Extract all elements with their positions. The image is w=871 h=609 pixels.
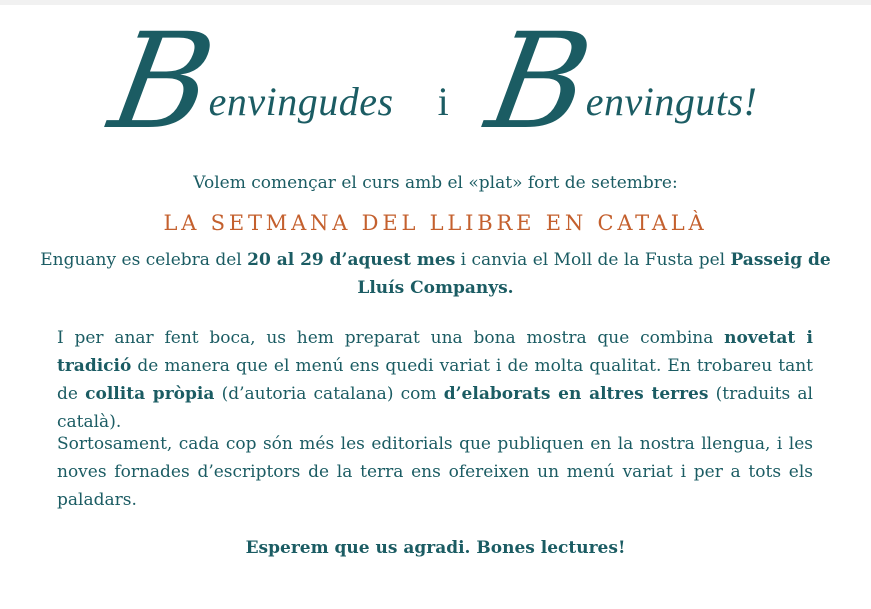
intro-text: Volem començar el curs amb el «plat» fort de setembre: [193, 173, 678, 193]
event-heading: LA SETMANA DEL LLIBRE EN CATALÀ [163, 211, 708, 235]
title-initial-1: B [100, 5, 225, 159]
p2-text-3: (d’autoria catalana) com [214, 384, 444, 404]
selection-paragraph [57, 324, 813, 436]
title-rest-2: envinguts! [585, 79, 758, 124]
title-conjunction: i [437, 79, 449, 124]
publishers-paragraph: Sortosament, cada cop són més les editorials que publiquen en la nostra llengua, i les noves fornades d’escriptors de la terra ens ofereixen un menú variat i per a tots els paladars. [57, 434, 813, 510]
dates-paragraph [40, 246, 831, 302]
p2-text-2: de manera que el menú ens quedi variat i de molta qualitat. En trobareu tant de [57, 356, 813, 404]
p2-bold-2: collita pròpia [85, 384, 215, 404]
title-rest-1: envingudes [208, 79, 394, 124]
p2-bold-1: novetat i tradició [57, 328, 813, 376]
p2-bold-3: d’elaborats en altres terres [443, 384, 709, 404]
p1-text-2: i canvia el Moll de la Fusta pel [455, 250, 731, 270]
page-title [0, 5, 871, 159]
title-initial-2: B [477, 5, 602, 159]
p2-text-4: (traduits al català). [57, 384, 813, 432]
p1-dates: 20 al 29 d’aquest mes [247, 250, 456, 270]
title-word-benvingudes [100, 5, 394, 159]
title-word-benvinguts [477, 5, 758, 159]
p1-text-1: Enguany es celebra del [40, 250, 248, 270]
p1-location: Passeig de Lluís Companys. [357, 250, 831, 298]
p2-text-1: I per anar fent boca, us hem preparat una bona mostra que combina [57, 328, 725, 348]
closing-text: Esperem que us agradi. Bones lectures! [245, 538, 626, 558]
